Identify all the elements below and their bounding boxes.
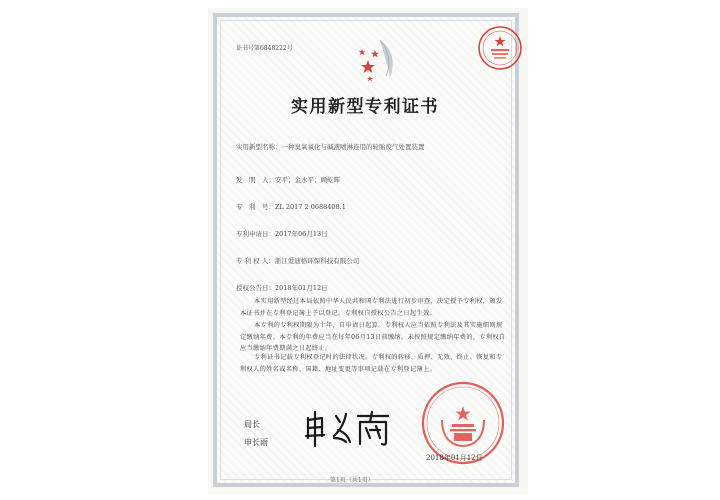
signature-image: [300, 408, 395, 450]
inventor-row: [236, 175, 340, 184]
grant-date-row: [236, 283, 328, 292]
utility-name-row: [236, 142, 425, 151]
paragraph-3: 专利证书记载专利权登记时的法律状况。专利权的转移、质押、无效、终止、恢复和专利权人的姓名或名称、国籍、地址变更等事项记载在专利登记簿上。: [240, 354, 503, 373]
patentee-row: [236, 256, 359, 265]
patent-number-value: ZL 2017 2 0688408.1: [275, 203, 346, 211]
certificate-number: 证书号第6848222号: [236, 45, 293, 52]
grant-date-value: 2018年01月12日: [275, 284, 328, 292]
page-footer: 第1页（共1页）: [330, 477, 374, 484]
paragraph-1: 本实用新型经过本局依照中华人民共和国专利法进行初步审查，决定授予专利权，颁发本证书并在专利登记簿上予以登记。专利权自授权公告之日起生效。: [240, 298, 503, 317]
stamp-icon: [476, 24, 524, 72]
emblem-icon: [350, 38, 410, 83]
inventor-value: 安平；金永平；顾屹晖: [275, 176, 340, 184]
filing-date-row: [236, 229, 328, 238]
director-name: 申长雨: [244, 438, 268, 447]
utility-name-label: 实用新型名称：: [236, 143, 282, 151]
certificate-title: 实用新型专利证书: [291, 97, 439, 117]
director-title: 局长: [244, 420, 260, 429]
filing-date-label: 专利申请日：: [236, 230, 275, 238]
patentee-value: 浙江爱迪格环保科技有限公司: [274, 257, 360, 265]
grant-date-label: 授权公告日：: [236, 284, 275, 292]
issue-date: 2018年01月12日: [426, 454, 483, 462]
patent-number-row: [236, 202, 346, 211]
inventor-label: 发 明 人：: [236, 176, 275, 184]
paragraph-2: 本专利的专利权期限为十年，自申请日起算。专利权人应当依照专利法及其实施细则规定缴纳年费。本专利的年费应当在每年06月13日前缴纳。未按照规定缴纳年费的，专利权自应当缴纳年费期满之日起终止。: [240, 322, 506, 352]
patentee-label: 专 利 权 人：: [236, 257, 275, 265]
patent-number-label: 专 利 号：: [236, 203, 275, 211]
filing-date-value: 2017年06月13日: [275, 230, 328, 238]
utility-name-value: 一种臭氧氧化与碱液喷淋连用的轮胎废气处置装置: [281, 143, 425, 151]
